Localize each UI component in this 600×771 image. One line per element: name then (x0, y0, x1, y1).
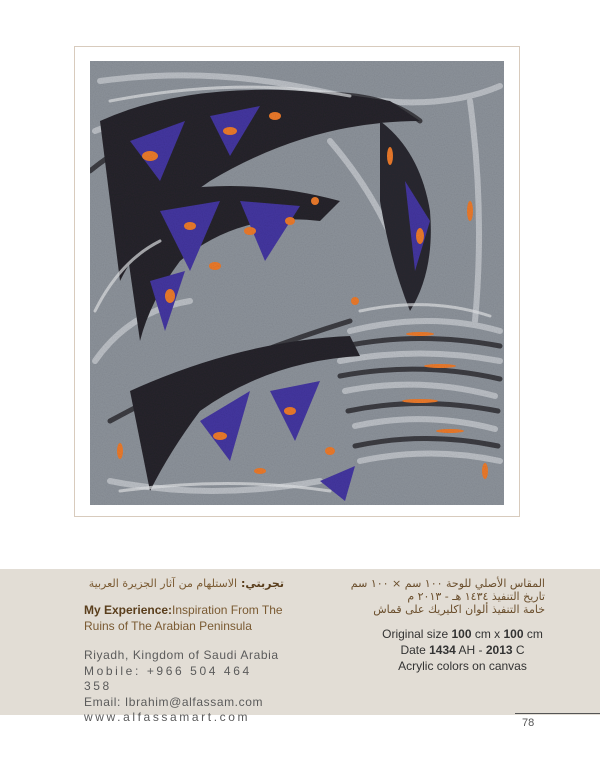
medium-text: Acrylic colors on canvas (398, 659, 527, 673)
page-number-rule (515, 713, 600, 714)
contact-info (84, 648, 284, 726)
painting-image (90, 61, 504, 505)
english-title-label: My Experience: (84, 603, 173, 617)
mobile-text: Mobile: +966 504 464 358 (84, 663, 252, 693)
artwork-painting (90, 61, 504, 505)
arabic-medium-text: خامة التنفيذ ألوان اكليريك على قماش (373, 603, 545, 616)
arabic-title-text: الاستلهام من آثار الجزيرة العربية (88, 577, 238, 590)
location-text: Riyadh, Kingdom of Saudi Arabia (84, 648, 279, 662)
english-title (84, 602, 284, 634)
contact-column (84, 577, 284, 726)
arabic-title (84, 577, 284, 590)
arabic-date-text: تاريخ التنفيذ ١٤٣٤ هـ - ٢٠١٣ م (407, 590, 545, 603)
page-number: 78 (522, 717, 535, 729)
arabic-title-label: تجربتي: (240, 577, 284, 590)
arabic-size-text: المقاس الأصلي للوحة ١٠٠ سم × ١٠٠ سم (350, 577, 545, 590)
english-details (340, 626, 545, 674)
english-title-line1: Inspiration From The (172, 603, 283, 617)
date-text: Date 1434 AH - 2013 C (400, 643, 525, 657)
artwork-details-column (340, 577, 545, 674)
website-link[interactable]: www.alfassamart.com (84, 710, 251, 724)
email-link[interactable]: Email: Ibrahim@alfassam.com (84, 694, 264, 709)
size-text: Original size 100 cm x 100 cm (382, 627, 543, 641)
english-title-line2: Ruins of The Arabian Peninsula (84, 619, 252, 633)
